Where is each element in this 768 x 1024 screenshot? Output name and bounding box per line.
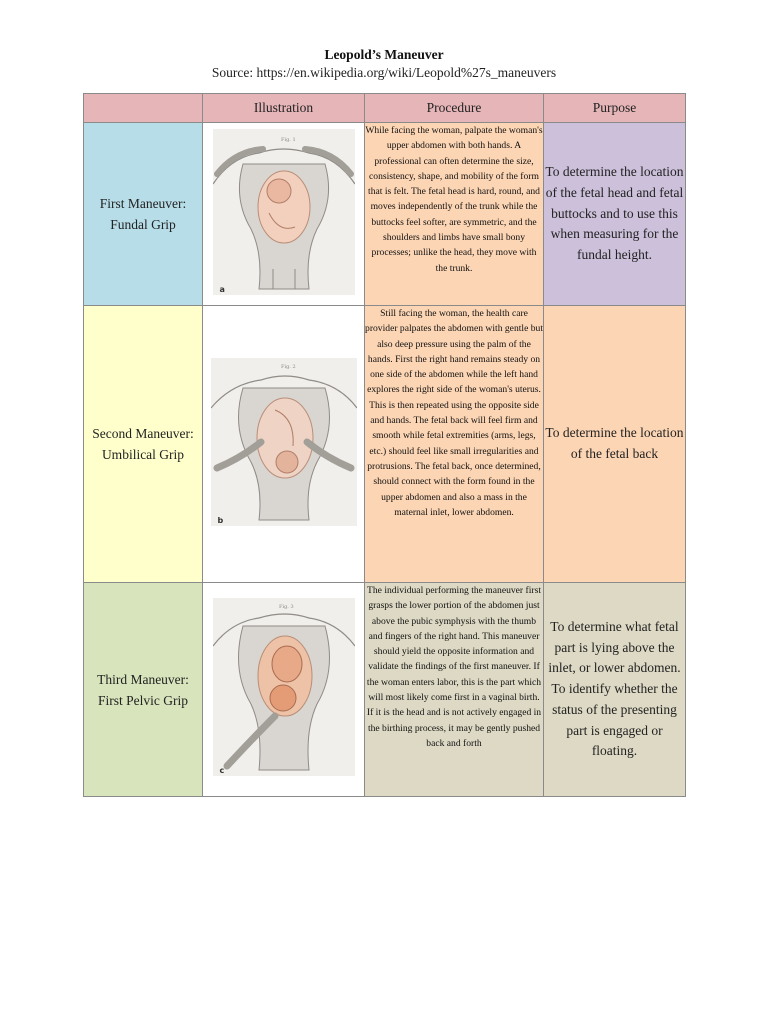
illustration-fundal-grip <box>213 129 355 300</box>
illustration-cell <box>203 306 365 583</box>
first-pelvic-grip-figure <box>213 598 355 776</box>
fundal-grip-figure <box>213 129 355 295</box>
illustration-cell <box>203 123 365 306</box>
header-row <box>84 94 686 123</box>
figure-label: c <box>219 766 225 775</box>
purpose-text: To determine the location of the fetal back <box>544 306 686 583</box>
header-illustration: Illustration <box>203 94 365 123</box>
svg-text:Fig. 3: Fig. 3 <box>278 604 294 610</box>
maneuver-name: Second Maneuver: Umbilical Grip <box>84 306 203 583</box>
document-source: Source: https://en.wikipedia.org/wiki/Leopold%27s_maneuvers <box>211 65 557 80</box>
purpose-text: To determine what fetal part is lying above the inlet, or lower abdomen. To identify whether the status of the presenting part is engaged or floating. <box>544 583 686 797</box>
header-empty <box>84 94 203 123</box>
table-row-second-maneuver <box>84 306 686 583</box>
document-title: Leopold’s Maneuver <box>324 47 444 62</box>
procedure-text: Still facing the woman, the health care provider palpates the abdomen with gentle but also deep pressure using the palm of the hands. First the right hand remains steady on one side of the abdomen while the left hand explores the right side of the woman's uterus. This is then repeated using the opposite side and hands. The fetal back will feel firm and smooth while fetal extremities (arms, legs, etc.) should feel like small irregularities and protrusions. The fetal back, once determined, should connect with the form found in the upper abdomen and also a mass in the maternal inlet, lower abdomen. <box>365 306 544 583</box>
illustration-first-pelvic-grip <box>213 598 355 781</box>
maneuver-name: First Maneuver: Fundal Grip <box>84 123 203 306</box>
procedure-text: While facing the woman, palpate the woman's upper abdomen with both hands. A professional can often determine the size, consistency, shape, and mobility of the form that is felt. The fetal head is hard, round, and moves independently of the trunk while the buttocks feel softer, are symmetric, and the shoulders and limbs have small bony processes; unlike the head, they move with the trunk. <box>365 123 544 306</box>
table-row-first-maneuver <box>84 123 686 306</box>
illustration-umbilical-grip <box>211 358 357 531</box>
maneuver-name: Third Maneuver: First Pelvic Grip <box>84 583 203 797</box>
header-procedure: Procedure <box>365 94 544 123</box>
svg-text:Fig. 1: Fig. 1 <box>280 136 296 143</box>
svg-text:Fig. 2: Fig. 2 <box>280 363 296 370</box>
figure-label: b <box>217 515 224 525</box>
maneuver-table <box>83 93 686 797</box>
figure-label: a <box>219 284 225 294</box>
umbilical-grip-figure <box>211 358 357 526</box>
purpose-text: To determine the location of the fetal head and fetal buttocks and to use this when measuring for the fundal height. <box>544 123 686 306</box>
procedure-text: The individual performing the maneuver first grasps the lower portion of the abdomen just above the pubic symphysis with the thumb and fingers of the right hand. This maneuver should yield the opposite information and validate the findings of the first maneuver. If the woman enters labor, this is the part which will most likely come first in a vaginal birth. If it is the head and is not actively engaged in the birthing process, it may be gently pushed back and forth <box>365 583 544 797</box>
illustration-cell <box>203 583 365 797</box>
header-purpose: Purpose <box>544 94 686 123</box>
table-row-third-maneuver <box>84 583 686 797</box>
